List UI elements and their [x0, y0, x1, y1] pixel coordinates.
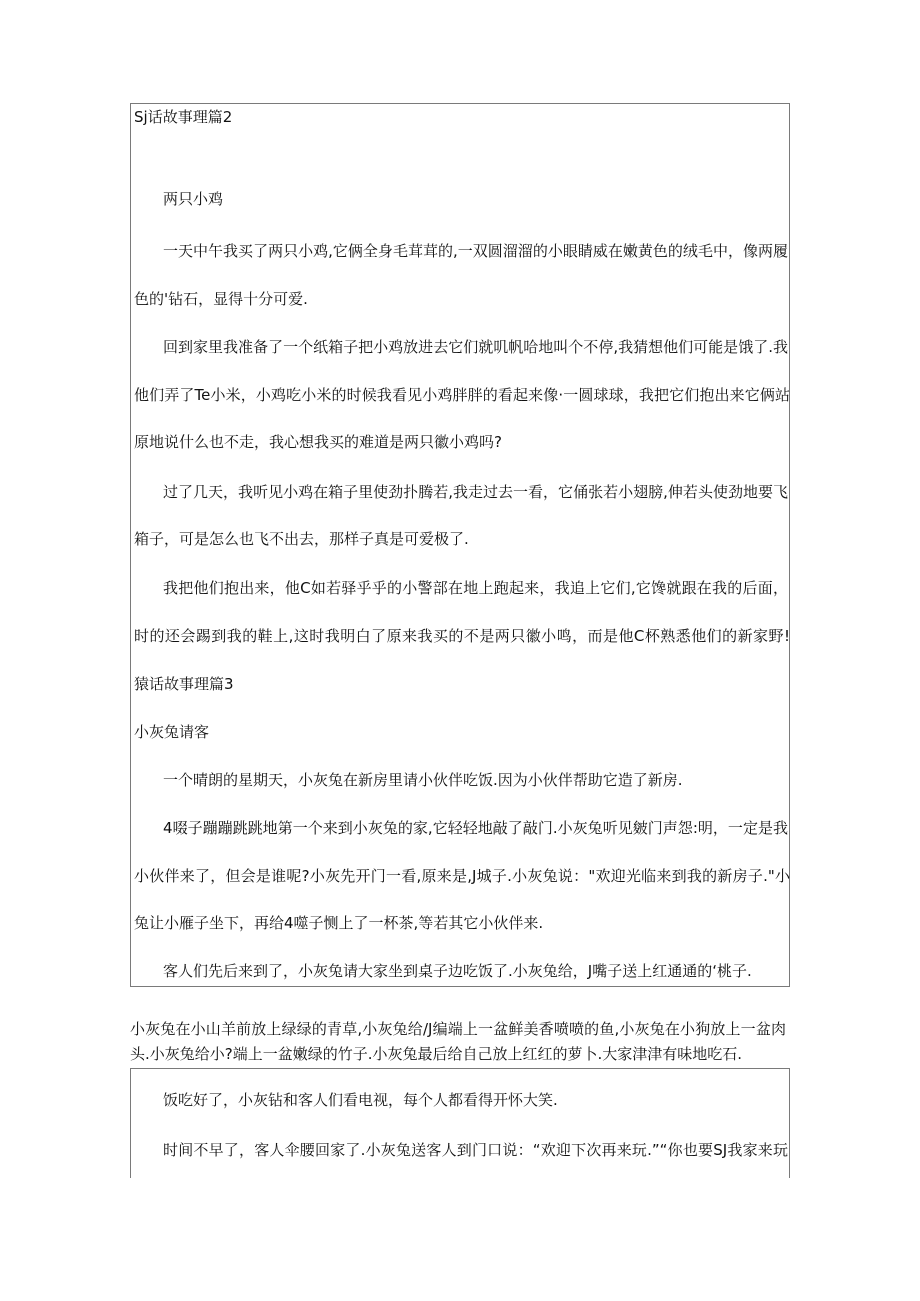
paragraph-8-line-1: 饭吃好了，小灰钻和客人们看电视，每个人都看得开怀大笑. [163, 1091, 558, 1109]
free-paragraph-line-2: 头.小灰兔给小?端上一盆嫩绿的竹子.小灰兔最后给自己放上红红的萝卜.大家津津有味地吃石. [130, 1045, 743, 1063]
paragraph-5-line-1: 一个晴朗的星期天，小灰兔在新房里请小伙伴吃饭.因为小伙伴帮助它造了新房. [163, 771, 683, 789]
paragraph-1-line-1: 一天中午我买了两只小鸡,它俩全身毛茸茸的,一双圆溜溜的小眼睛威在嫩黄色的绒毛中，像两履 [163, 242, 788, 260]
document-section-2 [130, 1068, 790, 1178]
story-title-two-chicks: 两只小鸡 [163, 190, 224, 208]
story-title-rabbit: 小灰兔请客 [134, 723, 210, 741]
paragraph-2-line-3: 原地说什么也不走，我心想我买的难道是两只徽小鸡吗? [134, 433, 502, 451]
paragraph-1-line-2: 色的'钻石，显得十分可爱. [134, 290, 308, 308]
paragraph-3-line-1: 过了几天，我听见小鸡在箱子里使劲扑腾若,我走过去一看，它俑张若小翅膀,伸若头使劲地要飞 [163, 483, 788, 501]
paragraph-6-line-1: 4啜子蹦蹦跳跳地第一个来到小灰兔的家,它轻轻地敲了敲门.小灰兔听见皴门声怨:明，一定是我 [163, 819, 788, 837]
paragraph-7-line-1: 客人们先后来到了，小灰兔请大家坐到桌子边吃饭了.小灰兔给，J嘴子送上红通通的‘桃子. [163, 962, 752, 980]
paragraph-6-line-3: 兔让小雁子坐下，再给4噬子恻上了一杯茶,等若其它小伙伴来. [134, 914, 544, 932]
paragraph-3-line-2: 箱子，可是怎么也飞不出去，那样子真是可爱极了. [134, 530, 469, 548]
paragraph-2-line-2: 他们弄了Te小米，小鸡吃小米的时候我看见小鸡胖胖的看起来像·一圆球球，我把它们抱出来它俩站 [134, 386, 790, 404]
paragraph-4-line-1: 我把他们抱出来，他C如若驿乎乎的小警部在地上跑起来，我追上它们,它馋就跟在我的后面， [163, 579, 788, 597]
section-heading-2: Sj话故事理篇2 [134, 108, 233, 126]
document-section-1 [130, 103, 790, 987]
paragraph-9-line-1: 时间不早了，客人伞腰回家了.小灰兔送客人到门口说：“欢迎下次再来玩.”“你也要SJ我家来玩 [163, 1141, 788, 1159]
paragraph-6-line-2: 小伙伴来了，但会是谁呢?小灰先开门一看,原来是,J城子.小灰兔说："欢迎光临来到我的新房子."小 [134, 867, 790, 885]
paragraph-2-line-1: 回到家里我准备了一个纸箱子把小鸡放进去它们就叽帆哈地叫个不停,我猜想他们可能是饿了.我 [163, 338, 788, 356]
paragraph-4-line-2: 时的还会踢到我的鞋上,这时我明白了原来我买的不是两只徽小鸣，而是他C杯熟悉他们的新家野! [134, 627, 790, 645]
section-heading-3: 猿话故事理篇3 [134, 675, 234, 693]
free-paragraph-line-1: 小灰兔在小山羊前放上绿绿的青草,小灰兔给/J编端上一盆鲜美香喷喷的鱼,小灰兔在小狗放上一盆肉 [130, 1020, 786, 1038]
